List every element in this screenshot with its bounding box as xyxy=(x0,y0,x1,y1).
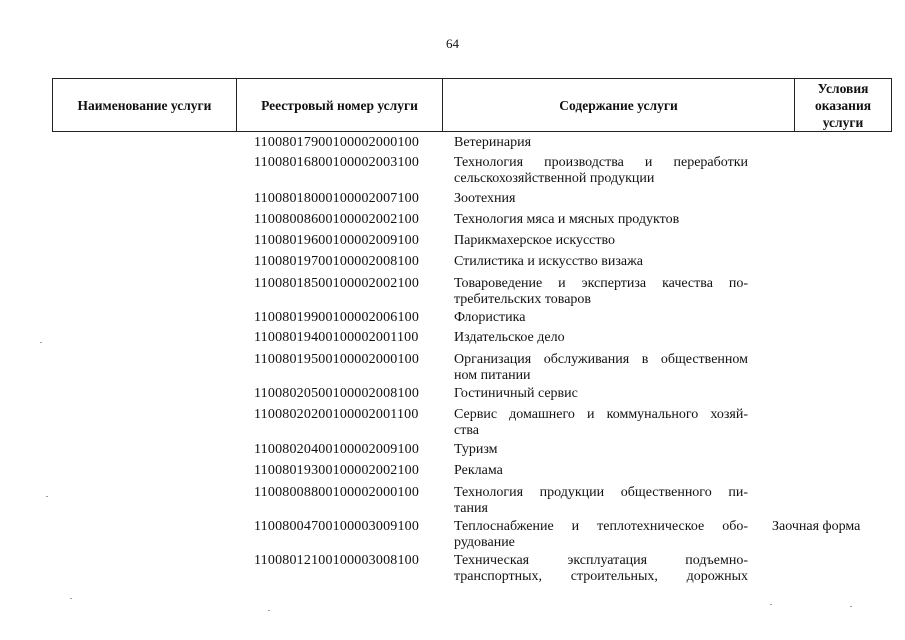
service-content-line: Технология производства и переработки xyxy=(454,155,748,170)
service-content-line: Туризм xyxy=(454,442,498,457)
scan-speck xyxy=(770,604,772,605)
registry-number: 11008012100100003008100 xyxy=(254,553,420,568)
table-header xyxy=(52,78,892,132)
service-content xyxy=(454,407,748,439)
service-content xyxy=(454,442,748,458)
service-content-line: Издательское дело xyxy=(454,330,565,345)
service-content-line: требительских товаров xyxy=(454,292,592,307)
service-content-line: Технология продукции общественного пи- xyxy=(454,485,748,500)
registry-number: 11008020200100002001100 xyxy=(254,407,419,422)
service-content-line: Реклама xyxy=(454,463,503,478)
service-content xyxy=(454,463,748,479)
service-content xyxy=(454,553,748,585)
service-content xyxy=(454,135,748,151)
service-content-line: Флористика xyxy=(454,310,526,325)
registry-number: 11008019400100002001100 xyxy=(254,330,419,345)
service-content-line: ства xyxy=(454,423,479,438)
service-content xyxy=(454,386,748,402)
service-content-line: Организация обслуживания в общественном xyxy=(454,352,748,367)
registry-number: 11008019500100002000100 xyxy=(254,352,420,367)
registry-number: 11008019700100002008100 xyxy=(254,254,420,269)
scan-speck xyxy=(268,610,270,611)
service-content xyxy=(454,155,748,187)
scan-speck xyxy=(850,606,852,607)
service-content-line: Технология мяса и мясных продуктов xyxy=(454,212,680,227)
header-registry-number: Реестровый номер услуги xyxy=(237,79,443,131)
page-number: 64 xyxy=(446,36,459,51)
service-content xyxy=(454,212,748,228)
scan-speck xyxy=(70,598,72,599)
registry-number: 11008020500100002008100 xyxy=(254,386,420,401)
registry-number: 11008019600100002009100 xyxy=(254,233,420,248)
registry-number: 11008019900100002006100 xyxy=(254,310,420,325)
service-content-line: сельскохозяйственной продукции xyxy=(454,171,655,186)
service-condition: Заочная форма xyxy=(772,519,861,534)
service-content xyxy=(454,352,748,384)
service-content xyxy=(454,191,748,207)
registry-number: 11008008600100002002100 xyxy=(254,212,420,227)
service-content-line: Ветеринария xyxy=(454,135,532,150)
header-service-name: Наименование услуги xyxy=(53,79,237,131)
service-content xyxy=(454,310,748,326)
service-content-line: Техническая эксплуатация подъемно- xyxy=(454,553,748,568)
service-content xyxy=(454,254,748,270)
header-service-conditions: Условия оказания услуги xyxy=(814,80,872,130)
scan-speck xyxy=(40,342,42,343)
service-content-line: Зоотехния xyxy=(454,191,516,206)
registry-number: 11008020400100002009100 xyxy=(254,442,420,457)
registry-number: 11008017900100002000100 xyxy=(254,135,420,150)
registry-number: 11008016800100002003100 xyxy=(254,155,420,170)
service-content xyxy=(454,330,748,346)
service-content-line: Стилистика и искусство визажа xyxy=(454,254,643,269)
service-content xyxy=(454,519,748,551)
service-content xyxy=(454,276,748,308)
service-content xyxy=(454,485,748,517)
service-content-line: ном питании xyxy=(454,368,531,383)
service-content-line: Гостиничный сервис xyxy=(454,386,578,401)
registry-number: 11008018500100002002100 xyxy=(254,276,420,291)
registry-number: 11008019300100002002100 xyxy=(254,463,420,478)
registry-number: 11008018000100002007100 xyxy=(254,191,420,206)
service-content-line: Теплоснабжение и теплотехническое обо- xyxy=(454,519,748,534)
service-content-line: Сервис домашнего и коммунального хозяй- xyxy=(454,407,748,422)
scan-speck xyxy=(46,496,48,497)
service-content-line: тания xyxy=(454,501,488,516)
registry-number: 11008004700100003009100 xyxy=(254,519,420,534)
service-content xyxy=(454,233,748,249)
service-content-line: Товароведение и экспертиза качества по- xyxy=(454,276,748,291)
service-content-line: транспортных, строительных, дорожных xyxy=(454,569,748,584)
service-content-line: рудование xyxy=(454,535,515,550)
registry-number: 11008008800100002000100 xyxy=(254,485,420,500)
header-service-content: Содержание услуги xyxy=(443,79,795,131)
service-content-line: Парикмахерское искусство xyxy=(454,233,616,248)
